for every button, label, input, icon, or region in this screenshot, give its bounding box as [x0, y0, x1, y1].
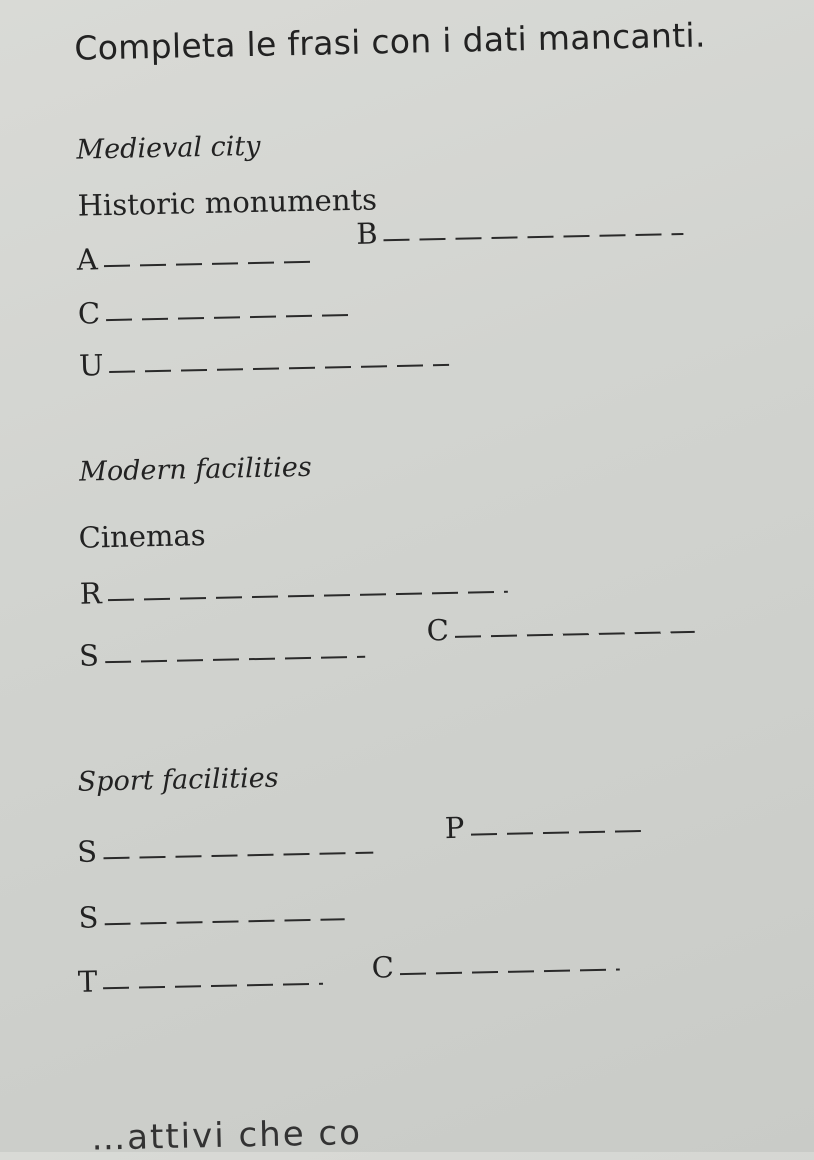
blank-row-s[interactable]: [79, 633, 366, 673]
blank-letter: P: [444, 810, 465, 846]
blank-line[interactable]: [455, 631, 695, 638]
item-historic-monuments: Historic monuments: [77, 182, 378, 223]
blank-line[interactable]: [105, 918, 345, 925]
blank-line[interactable]: [106, 314, 356, 321]
blank-letter: R: [79, 576, 102, 611]
blank-letter: T: [77, 964, 98, 999]
blank-row-c3[interactable]: [371, 945, 620, 984]
blank-line[interactable]: [104, 261, 314, 267]
blank-letter: B: [355, 216, 378, 251]
blank-row-r[interactable]: [79, 568, 507, 611]
blank-row-a[interactable]: [76, 238, 314, 277]
blank-line[interactable]: [103, 983, 323, 990]
blank-line[interactable]: [105, 656, 365, 663]
blank-row-p[interactable]: [444, 807, 640, 845]
blank-line[interactable]: [110, 364, 450, 373]
blank-row-s3[interactable]: [78, 895, 345, 935]
blank-line[interactable]: [103, 852, 373, 860]
bottom-cut-off-text: …attivi che co: [90, 1112, 363, 1159]
section-title-modern-facilities: Modern facilities: [78, 451, 313, 488]
blank-letter: U: [78, 348, 104, 383]
blank-line[interactable]: [470, 830, 640, 836]
blank-row-b[interactable]: [356, 210, 684, 251]
section-title-sport-facilities: Sport facilities: [77, 762, 279, 798]
section-title-medieval-city: Medieval city: [76, 130, 261, 166]
instruction-text: Completa le frasi con i dati mancanti.: [73, 15, 707, 68]
blank-letter: C: [371, 950, 395, 985]
blank-row-s2[interactable]: [77, 829, 374, 869]
blank-row-c[interactable]: [78, 291, 357, 331]
blank-letter: A: [76, 242, 99, 277]
blank-row-u[interactable]: [79, 341, 450, 383]
blank-letter: C: [77, 296, 101, 331]
item-cinemas: Cinemas: [78, 518, 206, 555]
blank-letter: S: [78, 638, 100, 673]
blank-row-t[interactable]: [78, 960, 324, 999]
blank-letter: S: [76, 834, 98, 869]
blank-line[interactable]: [400, 968, 620, 975]
blank-letter: C: [426, 612, 450, 648]
blank-row-c2[interactable]: [426, 608, 695, 648]
blank-line[interactable]: [108, 591, 508, 601]
blank-line[interactable]: [384, 233, 684, 241]
blank-letter: S: [78, 900, 99, 935]
